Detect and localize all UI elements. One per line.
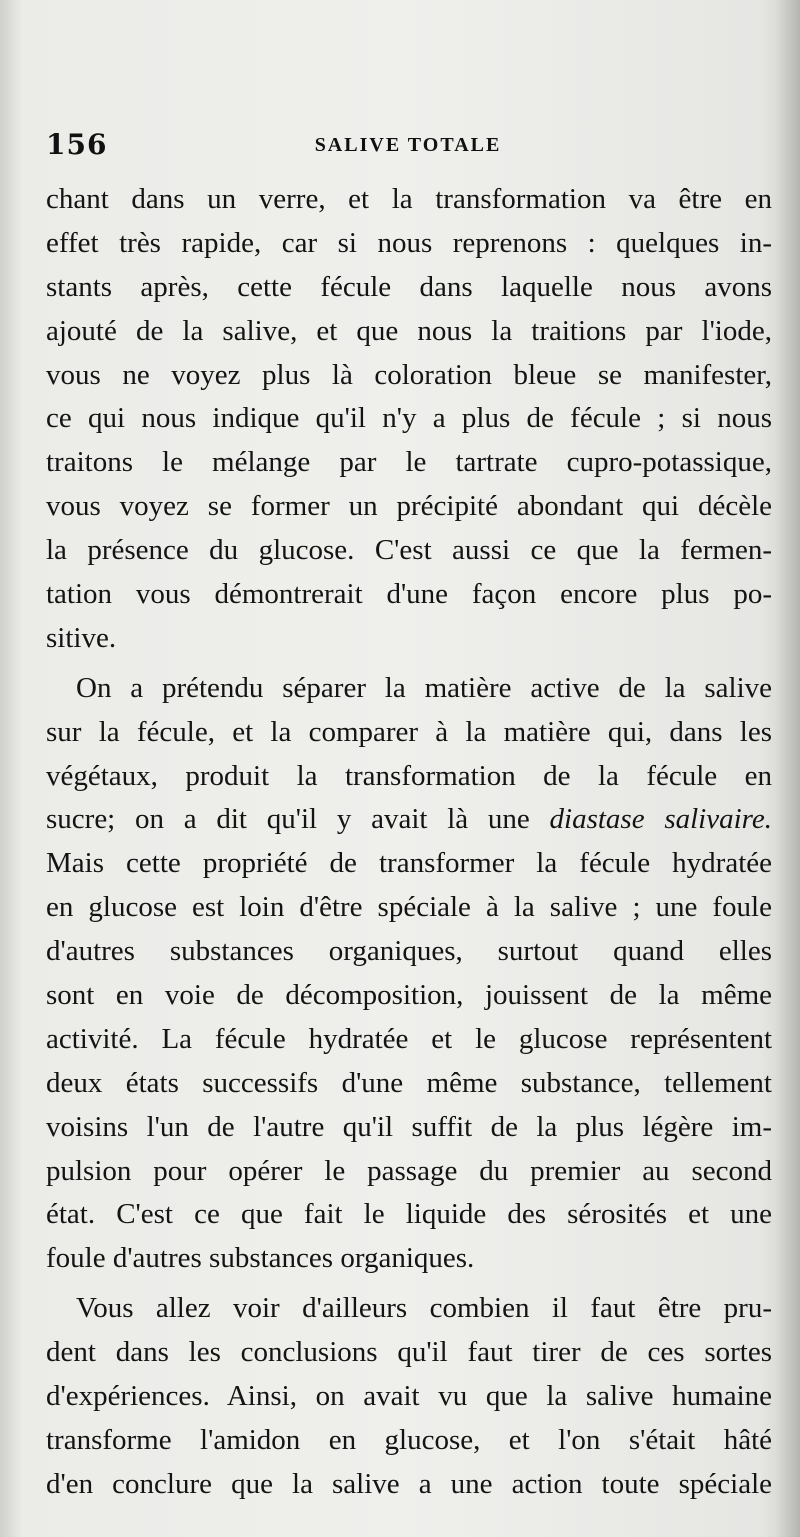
running-title: SALIVE TOTALE [314, 134, 502, 156]
text-line: d'en conclure que la salive a une action toute spéciale [46, 1467, 772, 1500]
text-line: transforme l'amidon en glucose, et l'on s'était hâté [46, 1423, 772, 1456]
text-line: ce qui nous indique qu'il n'y a plus de fécule ; si nous [46, 402, 772, 435]
page-header [46, 128, 770, 168]
text-line: Mais cette propriété de transformer la fécule hydratée [46, 847, 772, 880]
text-line: pulsion pour opérer le passage du premier au second [46, 1154, 772, 1187]
text-line: sont en voie de décomposition, jouissent de la même [46, 979, 772, 1012]
text-line-with-italic [46, 798, 772, 842]
text-line: dent dans les conclusions qu'il faut tirer de ces sortes [46, 1336, 772, 1369]
text-line: On a prétendu séparer la matière active de la salive [76, 671, 772, 704]
text-line: la présence du glucose. C'est aussi ce que la fermen- [46, 534, 772, 567]
page-edge-shadow [776, 0, 800, 1537]
text-line: deux états successifs d'une même substance, tellement [46, 1066, 772, 1099]
text-line: tation vous démontrerait d'une façon encore plus po- [46, 578, 772, 611]
text-line: vous ne voyez plus là coloration bleue se manifester, [46, 358, 772, 391]
text-line: effet très rapide, car si nous reprenons : quelques in- [46, 226, 772, 259]
text-line: stants après, cette fécule dans laquelle nous avons [46, 270, 772, 303]
text-line: foule d'autres substances organiques. [46, 1242, 475, 1275]
text-line: traitons le mélange par le tartrate cupro-potassique, [46, 446, 772, 479]
page-number: 156 [46, 128, 108, 161]
italic-term: diastase salivaire. [549, 803, 772, 836]
text-line: vous voyez se former un précipité abondant qui décèle [46, 490, 772, 523]
text-line: Vous allez voir d'ailleurs combien il faut être pru- [76, 1292, 772, 1325]
text-line: d'expériences. Ainsi, on avait vu que la salive humaine [46, 1380, 772, 1413]
text-line: en glucose est loin d'être spéciale à la salive ; une foule [46, 891, 772, 924]
text-segment: sucre; on a dit qu'il y avait là une [46, 803, 530, 836]
text-line: chant dans un verre, et la transformation va être en [46, 183, 772, 215]
text-line: sur la fécule, et la comparer à la matière qui, dans les [46, 715, 772, 748]
body-text [46, 178, 772, 1507]
text-line: voisins l'un de l'autre qu'il suffit de la plus légère im- [46, 1110, 772, 1143]
text-line: activité. La fécule hydratée et le glucose représentent [46, 1022, 772, 1055]
text-line: végétaux, produit la transformation de la fécule en [46, 759, 772, 792]
text-line: d'autres substances organiques, surtout quand elles [46, 935, 772, 968]
text-line: ajouté de la salive, et que nous la traitions par l'iode, [46, 314, 772, 347]
text-line: état. C'est ce que fait le liquide des sérosités et une [46, 1198, 772, 1231]
text-line: sitive. [46, 621, 117, 654]
